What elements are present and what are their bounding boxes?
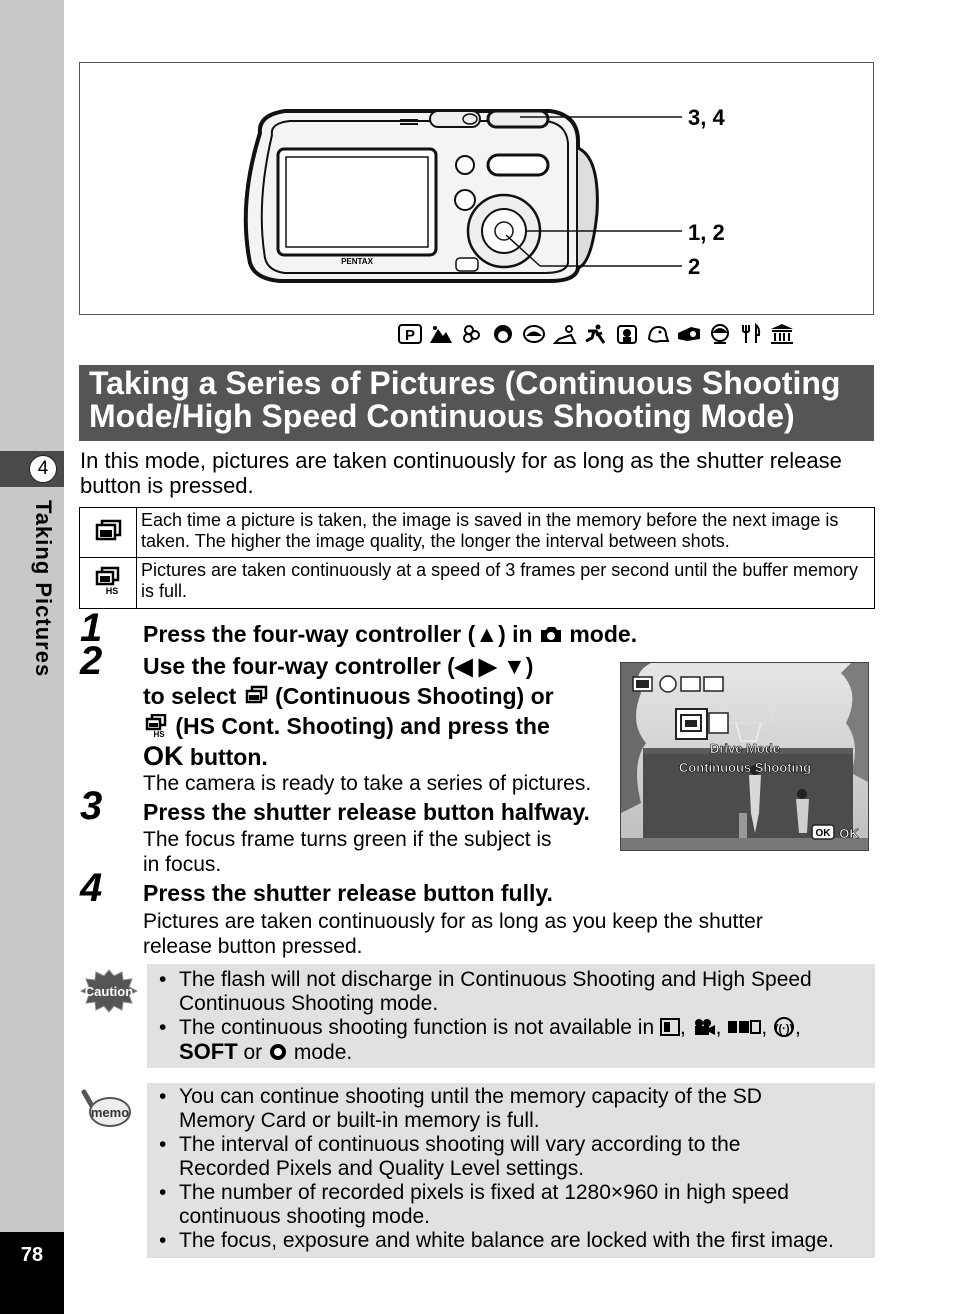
soft-mode-label: SOFT (179, 1039, 238, 1064)
svg-text:Caution: Caution (84, 984, 134, 999)
step-1-instruction: Press the four-way controller (▲) in mode. (143, 621, 638, 647)
digital-sr-mode-icon (773, 1017, 795, 1037)
list-item: • The continuous shooting function is not available in , , , ((·)) , SOFT or mode. (147, 1016, 875, 1065)
memo-box (147, 1083, 875, 1258)
section-title: Taking a Series of Pictures (Continuous Shooting Mode/High Speed Continuous Shooting Mode) (89, 365, 841, 434)
lcd-menu-title: Drive Mode (709, 741, 781, 756)
hs-continuous-shooting-icon (143, 714, 169, 738)
surf-mode-icon (522, 323, 546, 345)
svg-text:HS: HS (105, 586, 119, 596)
caution-icon (80, 968, 138, 1014)
continuous-shooting-icon (80, 508, 136, 557)
movie-mode-icon (692, 1018, 716, 1036)
pet-mode-icon (646, 323, 670, 345)
list-item: • You can continue shooting until the memory capacity of the SD Memory Card or built-in memory is full. (147, 1085, 875, 1133)
drive-mode-table (79, 507, 875, 609)
caution-badge (80, 968, 138, 1019)
panorama-mode-icon (727, 1018, 761, 1036)
camera-figure (79, 62, 874, 315)
camera-illustration (80, 63, 873, 314)
continuous-shooting-icon (243, 685, 269, 707)
chapter-label: Taking Pictures (31, 500, 56, 678)
list-item: • The flash will not discharge in Continuous Shooting and High Speed Continuous Shooting mode. (147, 968, 875, 1016)
lcd-screen-image (620, 662, 869, 851)
list-item: • The number of recorded pixels is fixed at 1280×960 in high speed continuous shooting mode. (147, 1181, 875, 1229)
step-4-instruction: Press the shutter release button fully. (143, 880, 553, 906)
ok-button-label: OK (143, 741, 184, 771)
step-4-result: Pictures are taken continuously for as long as you keep the shutter release button pressed. (143, 910, 763, 958)
caution-box (147, 964, 875, 1068)
hs-continuous-shooting-icon (80, 558, 136, 608)
night-scene-mode-icon (677, 323, 701, 345)
memo-icon (80, 1088, 132, 1132)
lcd-selection-label: Continuous Shooting (678, 760, 812, 775)
step-3-instruction: Press the shutter release button halfway. (143, 799, 590, 825)
svg-text:HS: HS (153, 730, 165, 738)
memo-badge (80, 1088, 132, 1137)
callout-3-4: 3, 4 (688, 105, 725, 130)
kids-mode-icon (615, 323, 639, 345)
camera-brand: PENTAX (341, 257, 373, 266)
page-number: 78 (20, 1244, 44, 1266)
step-2-instruction: Use the four-way controller (◀ ▶ ▼) to select (Continuous Shooting) or HS (HS Cont. Shooting) and press the OK button. (143, 653, 554, 771)
step-number: 1 (80, 606, 103, 650)
table-row: HS Pictures are taken continuously at a speed of 3 frames per second until the buffer memory is full. (80, 558, 874, 608)
portrait-mode-icon (491, 323, 515, 345)
self-portrait-mode-icon (708, 323, 732, 345)
lcd-ok-button: OK (815, 828, 831, 839)
snow-mode-icon (553, 323, 577, 345)
natural-skin-tone-mode-icon (268, 1042, 288, 1062)
camera-mode-icon (539, 624, 563, 644)
intro-paragraph: In this mode, pictures are taken continuously for as long as the shutter release button is pressed. (80, 448, 842, 498)
callout-1-2: 1, 2 (688, 220, 725, 245)
svg-text:((·)): ((·)) (774, 1023, 794, 1035)
step-3-result: The focus frame turns green if the subject is in focus. (143, 828, 552, 876)
lcd-ok-label: OK (839, 826, 859, 841)
table-row: Each time a picture is taken, the image is saved in the memory before the next image is taken. The higher the image quality, the longer the interval between shots. (80, 508, 874, 558)
callout-2: 2 (688, 254, 701, 279)
step-number: 3 (80, 784, 103, 828)
svg-text:P: P (404, 327, 416, 344)
food-mode-icon (739, 323, 763, 345)
sport-mode-icon (584, 323, 608, 345)
step-number: 4 (80, 866, 103, 910)
drive-mode-screen (621, 663, 869, 851)
step-2-result: The camera is ready to take a series of pictures. (143, 772, 592, 795)
frame-composite-mode-icon (660, 1018, 680, 1036)
landscape-mode-icon (429, 323, 453, 345)
flower-mode-icon (460, 323, 484, 345)
svg-text:memo: memo (90, 1105, 130, 1120)
applicable-modes-row (398, 322, 794, 346)
chapter-number: 4 (29, 455, 57, 483)
museum-mode-icon (770, 323, 794, 345)
step-number: 2 (80, 639, 103, 683)
program-mode-icon (398, 323, 422, 345)
list-item: • The interval of continuous shooting will vary according to the Recorded Pixels and Quality Level settings. (147, 1133, 875, 1181)
list-item: • The focus, exposure and white balance are locked with the first image. (147, 1229, 875, 1253)
